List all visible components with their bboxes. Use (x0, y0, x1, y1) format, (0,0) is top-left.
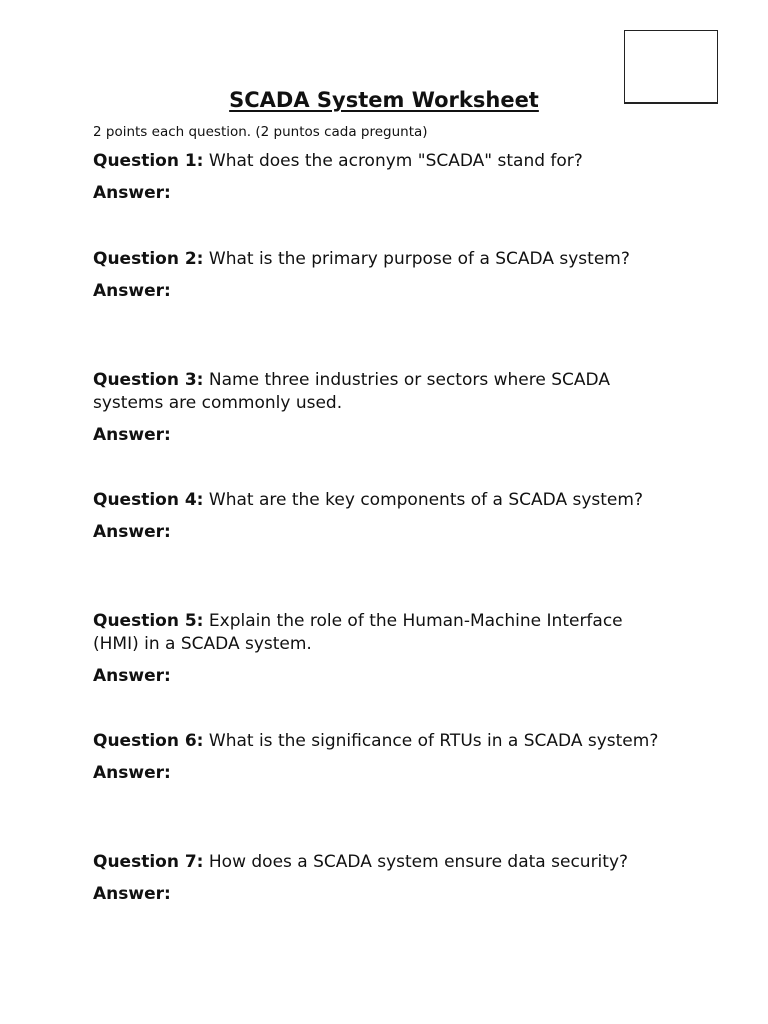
answer-label: Answer: (93, 666, 171, 686)
question-body: What is the primary purpose of a SCADA system? (208, 249, 630, 269)
question-text (93, 248, 673, 271)
answer-label: Answer: (93, 281, 171, 301)
question-body: What is the significance of RTUs in a SCADA system? (208, 731, 659, 751)
page-title: SCADA System Worksheet (229, 88, 539, 112)
question-block (93, 489, 673, 544)
question-body: Name three industries or sectors where SCADA systems are commonly used. (93, 370, 610, 413)
question-block (93, 610, 673, 688)
question-label: Question 4: (93, 490, 204, 510)
question-text (93, 369, 673, 415)
question-label: Question 1: (93, 151, 204, 171)
question-text (93, 730, 673, 753)
question-text (93, 610, 673, 656)
question-block (93, 248, 673, 303)
question-block (93, 851, 673, 906)
question-label: Question 6: (93, 731, 204, 751)
question-label: Question 7: (93, 852, 204, 872)
question-body: How does a SCADA system ensure data security? (208, 852, 629, 872)
question-body: What are the key components of a SCADA system? (208, 490, 643, 510)
answer-label: Answer: (93, 763, 171, 783)
question-block (93, 369, 673, 447)
question-block (93, 730, 673, 785)
question-label: Question 2: (93, 249, 204, 269)
question-label: Question 5: (93, 611, 204, 631)
question-block (93, 150, 673, 205)
question-label: Question 3: (93, 370, 204, 390)
answer-label: Answer: (93, 884, 171, 904)
answer-label: Answer: (93, 522, 171, 542)
question-text (93, 489, 673, 512)
points-note: 2 points each question. (2 puntos cada pregunta) (93, 124, 428, 140)
question-text (93, 150, 673, 173)
answer-label: Answer: (93, 183, 171, 203)
question-body: Explain the role of the Human-Machine Interface (HMI) in a SCADA system. (93, 611, 623, 654)
question-text (93, 851, 673, 874)
question-body: What does the acronym "SCADA" stand for? (208, 151, 583, 171)
answer-label: Answer: (93, 425, 171, 445)
